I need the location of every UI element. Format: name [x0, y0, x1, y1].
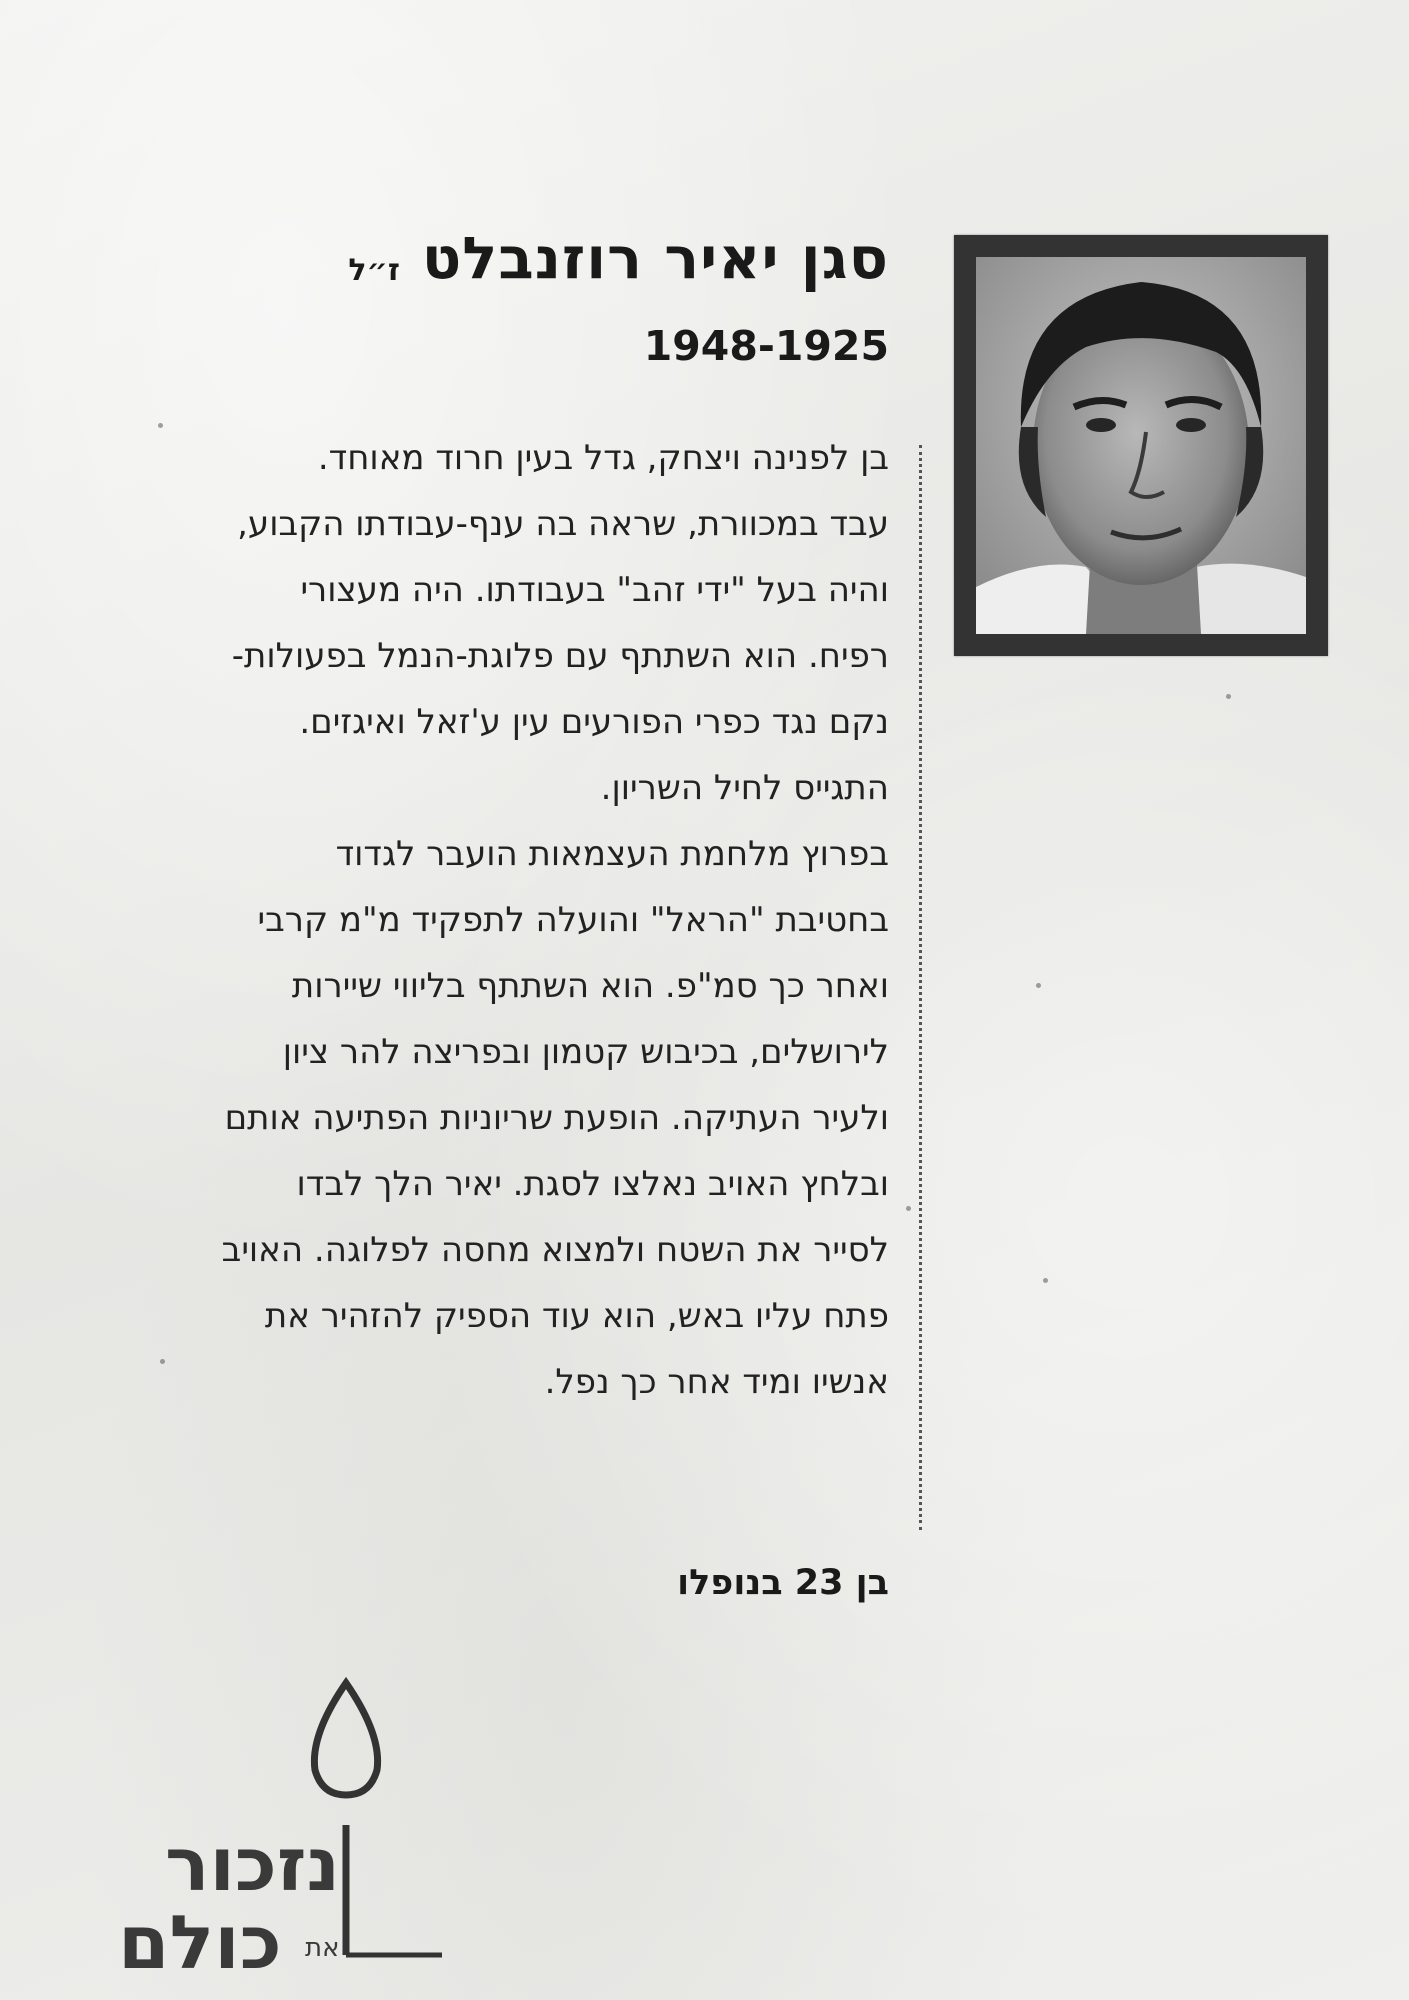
bio-line: בפרוץ מלחמת העצמאות הועבר לגדוד	[335, 834, 889, 874]
biography	[221, 425, 889, 1415]
bio-line: התגייס לחיל השריון.	[600, 768, 889, 808]
logo-word-remember: נזכור	[164, 1822, 340, 1908]
portrait-frame	[954, 235, 1328, 656]
portrait-photo	[976, 257, 1306, 634]
bio-line: בחטיבת "הראל" והועלה לתפקיד מ"מ קרבי	[257, 900, 889, 940]
logo-word-all: כולם	[118, 1900, 282, 1986]
bio-line: לסייר את השטח ולמצוא מחסה לפלוגה. האויב	[221, 1230, 889, 1270]
age-at-death: בן 23 בנופלו	[677, 1563, 889, 1603]
name-line	[329, 222, 889, 294]
paper-speck	[1226, 694, 1231, 699]
dotted-divider	[919, 445, 922, 1530]
page-title: סגן יאיר רוזנבלט	[421, 224, 889, 292]
life-years: 1948-1925	[643, 322, 889, 370]
bio-line: ואחר כך סמ"פ. הוא השתתף בליווי שיירות	[291, 966, 889, 1006]
bio-line: והיה בעל "ידי זהב" בעבודתו. היה מעצורי	[300, 570, 889, 610]
bio-line: פתח עליו באש, הוא עוד הספיק להזהיר את	[264, 1296, 889, 1336]
logo-word-et: את	[305, 1933, 340, 1963]
bio-line: בן לפנינה ויצחק, גדל בעין חרוד מאוחד.	[317, 438, 889, 478]
bio-line: רפיח. הוא השתתף עם פלוגת-הנמל בפעולות-	[231, 636, 889, 676]
bio-line: אנשיו ומיד אחר כך נפל.	[544, 1362, 889, 1402]
paper-speck	[1043, 1278, 1048, 1283]
bio-line: ובלחץ האויב נאלצו לסגת. יאיר הלך לבדו	[296, 1164, 889, 1204]
paper-speck	[160, 1359, 165, 1364]
bio-line: עבד במכוורת, שראה בה ענף-עבודתו הקבוע,	[237, 504, 889, 544]
paper-speck	[906, 1206, 911, 1211]
paper-speck	[1036, 983, 1041, 988]
bio-line: לירושלים, בכיבוש קטמון ובפריצה להר ציון	[282, 1032, 889, 1072]
paper-speck	[158, 423, 163, 428]
remember-all-logo	[110, 1675, 450, 1986]
bio-line: ולעיר העתיקה. הופעת שריוניות הפתיעה אותם	[224, 1098, 889, 1138]
bio-line: נקם נגד כפרי הפורעים עין ע'זאל ואיגזים.	[299, 702, 889, 742]
portrait-illustration	[976, 257, 1306, 634]
title-block	[329, 222, 889, 294]
honorific: ז״ל	[348, 253, 400, 288]
